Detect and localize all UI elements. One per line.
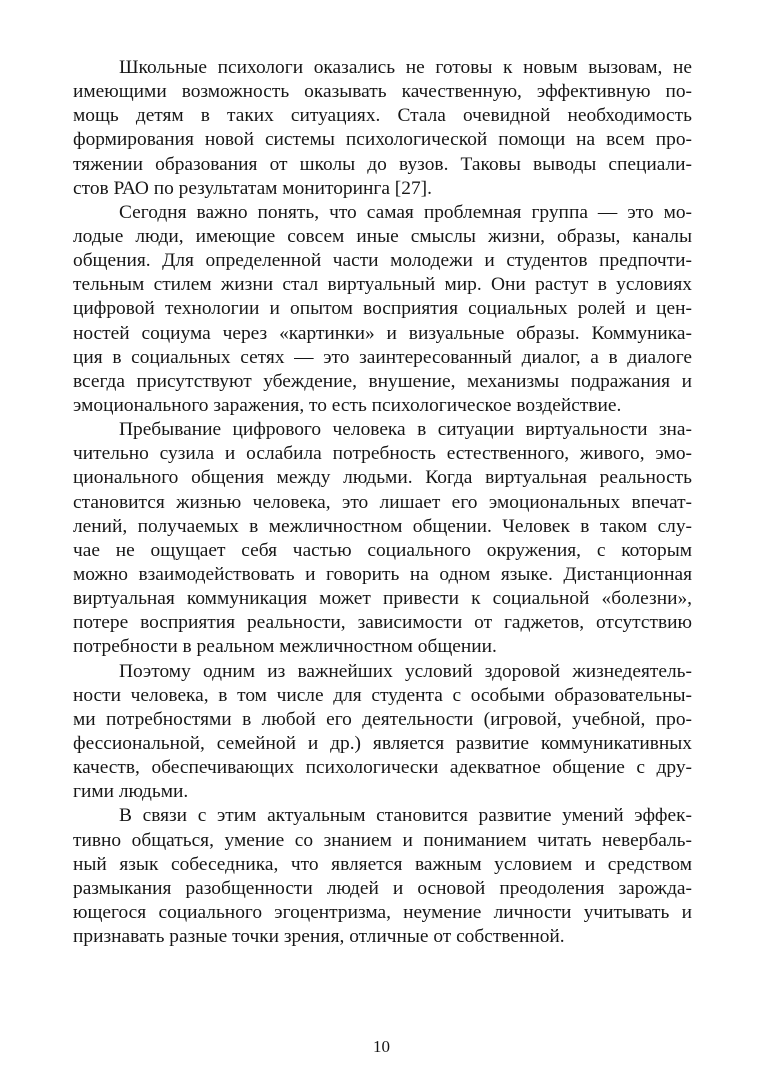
text-line: цифровой технологии и опытом восприятия социальных ролей и цен- [73, 298, 692, 320]
text-line: становится жизнью человека, это лишает его эмоциональных впечат- [73, 491, 692, 513]
text-line: можно взаимодействовать и говорить на одном языке. Дистанционная [73, 563, 692, 585]
text-line: ности человека, в том числе для студента с особыми образовательны- [73, 684, 692, 706]
text-line: формирования новой системы психологической помощи на всем про- [73, 129, 692, 151]
text-line: имеющими возможность оказывать качественную, эффективную по- [73, 81, 692, 103]
text-line: ми потребностями в любой его деятельности (игровой, учебной, про- [73, 708, 692, 730]
text-line: потере восприятия реальности, зависимости от гаджетов, отсутствию [73, 612, 692, 634]
text-line: тяжении образования от школы до вузов. Таковы выводы специали- [73, 153, 692, 175]
text-line: стов РАО по результатам мониторинга [27]. [73, 177, 432, 199]
paragraph [73, 201, 692, 418]
body-text [73, 56, 692, 949]
text-line: мощь детям в таких ситуациях. Стала очевидной необходимость [73, 105, 692, 127]
text-line: тельным стилем жизни стал виртуальный мир. Они растут в условиях [73, 274, 692, 296]
text-line: общения. Для определенной части молодежи и студентов предпочти- [73, 250, 692, 272]
text-line: тивно общаться, умение со знанием и пониманием читать невербаль- [73, 829, 692, 851]
text-line: чительно сузила и ослабила потребность естественного, живого, эмо- [73, 443, 692, 465]
text-line: ющегося социального эгоцентризма, неумение личности учитывать и [73, 901, 692, 923]
text-line: всегда присутствуют убеждение, внушение, механизмы подражания и [73, 370, 692, 392]
text-line: лодые люди, имеющие совсем иные смыслы жизни, образы, каналы [73, 225, 692, 247]
text-line: фессиональной, семейной и др.) является развитие коммуникативных [73, 732, 692, 754]
paragraph [73, 56, 692, 201]
text-line: Школьные психологи оказались не готовы к новым вызовам, не [119, 57, 692, 78]
text-line: размыкания разобщенности людей и основой преодоления зарожда- [73, 877, 692, 899]
text-line: чае не ощущает себя частью социального окружения, с которым [73, 539, 692, 561]
text-line: гими людьми. [73, 781, 189, 803]
text-line: лений, получаемых в межличностном общении. Человек в таком слу- [73, 515, 692, 537]
text-line: В связи с этим актуальным становится развитие умений эффек- [119, 805, 692, 827]
paragraph [73, 418, 692, 659]
text-line: ция в социальных сетях — это заинтересованный диалог, а в диалоге [73, 346, 692, 368]
page-number: 10 [373, 1037, 390, 1056]
paragraph [73, 660, 692, 805]
text-line: Пребывание цифрового человека в ситуации виртуальности зна- [119, 419, 692, 441]
text-line: ционального общения между людьми. Когда виртуальная реальность [73, 467, 692, 489]
text-line: признавать разные точки зрения, отличные от собственной. [73, 926, 565, 948]
text-line: ный язык собеседника, что является важным условием и средством [73, 853, 692, 875]
text-line: Сегодня важно понять, что самая проблемная группа — это мо- [119, 201, 692, 223]
text-line: Поэтому одним из важнейших условий здоровой жизнедеятель- [119, 660, 692, 682]
text-line: ностей социума через «картинки» и визуальные образы. Коммуника- [73, 322, 692, 344]
text-line: потребности в реальном межличностном общении. [73, 636, 497, 658]
paragraph [73, 804, 692, 949]
text-line: качеств, обеспечивающих психологически адекватное общение с дру- [73, 757, 692, 779]
text-line: виртуальная коммуникация может привести к социальной «болезни», [73, 588, 692, 610]
text-line: эмоционального заражения, то есть психологическое воздействие. [73, 394, 622, 416]
